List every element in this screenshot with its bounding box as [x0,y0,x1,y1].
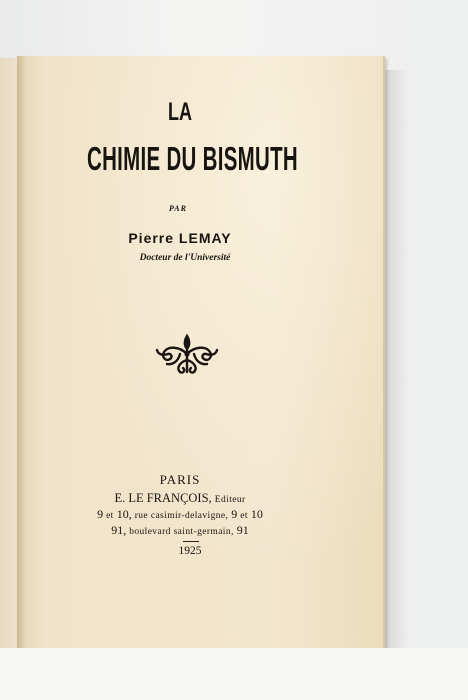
address1-number-b: 10, [116,507,132,521]
imprint-address-1 [60,507,300,522]
address1-street: rue casimir-delavigne, [134,511,229,521]
imprint-publisher [60,491,300,506]
address1-conj-b: et [240,511,248,521]
author-name: Pierre LEMAY [128,230,232,246]
imprint-city: PARIS [159,472,201,487]
address1-conj-a: et [106,511,114,521]
publisher-role: Editeur [214,495,246,505]
page-gutter [17,56,27,648]
by-label: PAR [169,204,187,213]
imprint-year: 1925 [178,545,202,557]
author-title: Docteur de l'Université [139,253,231,263]
address2-number-b: 91 [236,523,249,537]
title-line-1: LA [167,98,192,126]
table-surface [0,648,468,700]
imprint-address-2 [60,523,300,538]
publisher-name: E. LE FRANÇOIS, [114,491,212,505]
title-line-2: CHIMIE DU BISMUTH [87,140,299,177]
address2-number-a: 91, [111,523,127,537]
address1-number-a: 9 [97,507,104,521]
address2-street: boulevard saint-germain, [129,527,234,537]
address1-number-c: 9 [231,507,238,521]
imprint-rule [183,541,199,542]
fleuron-ornament-icon [154,332,220,376]
address1-number-d: 10 [250,507,263,521]
